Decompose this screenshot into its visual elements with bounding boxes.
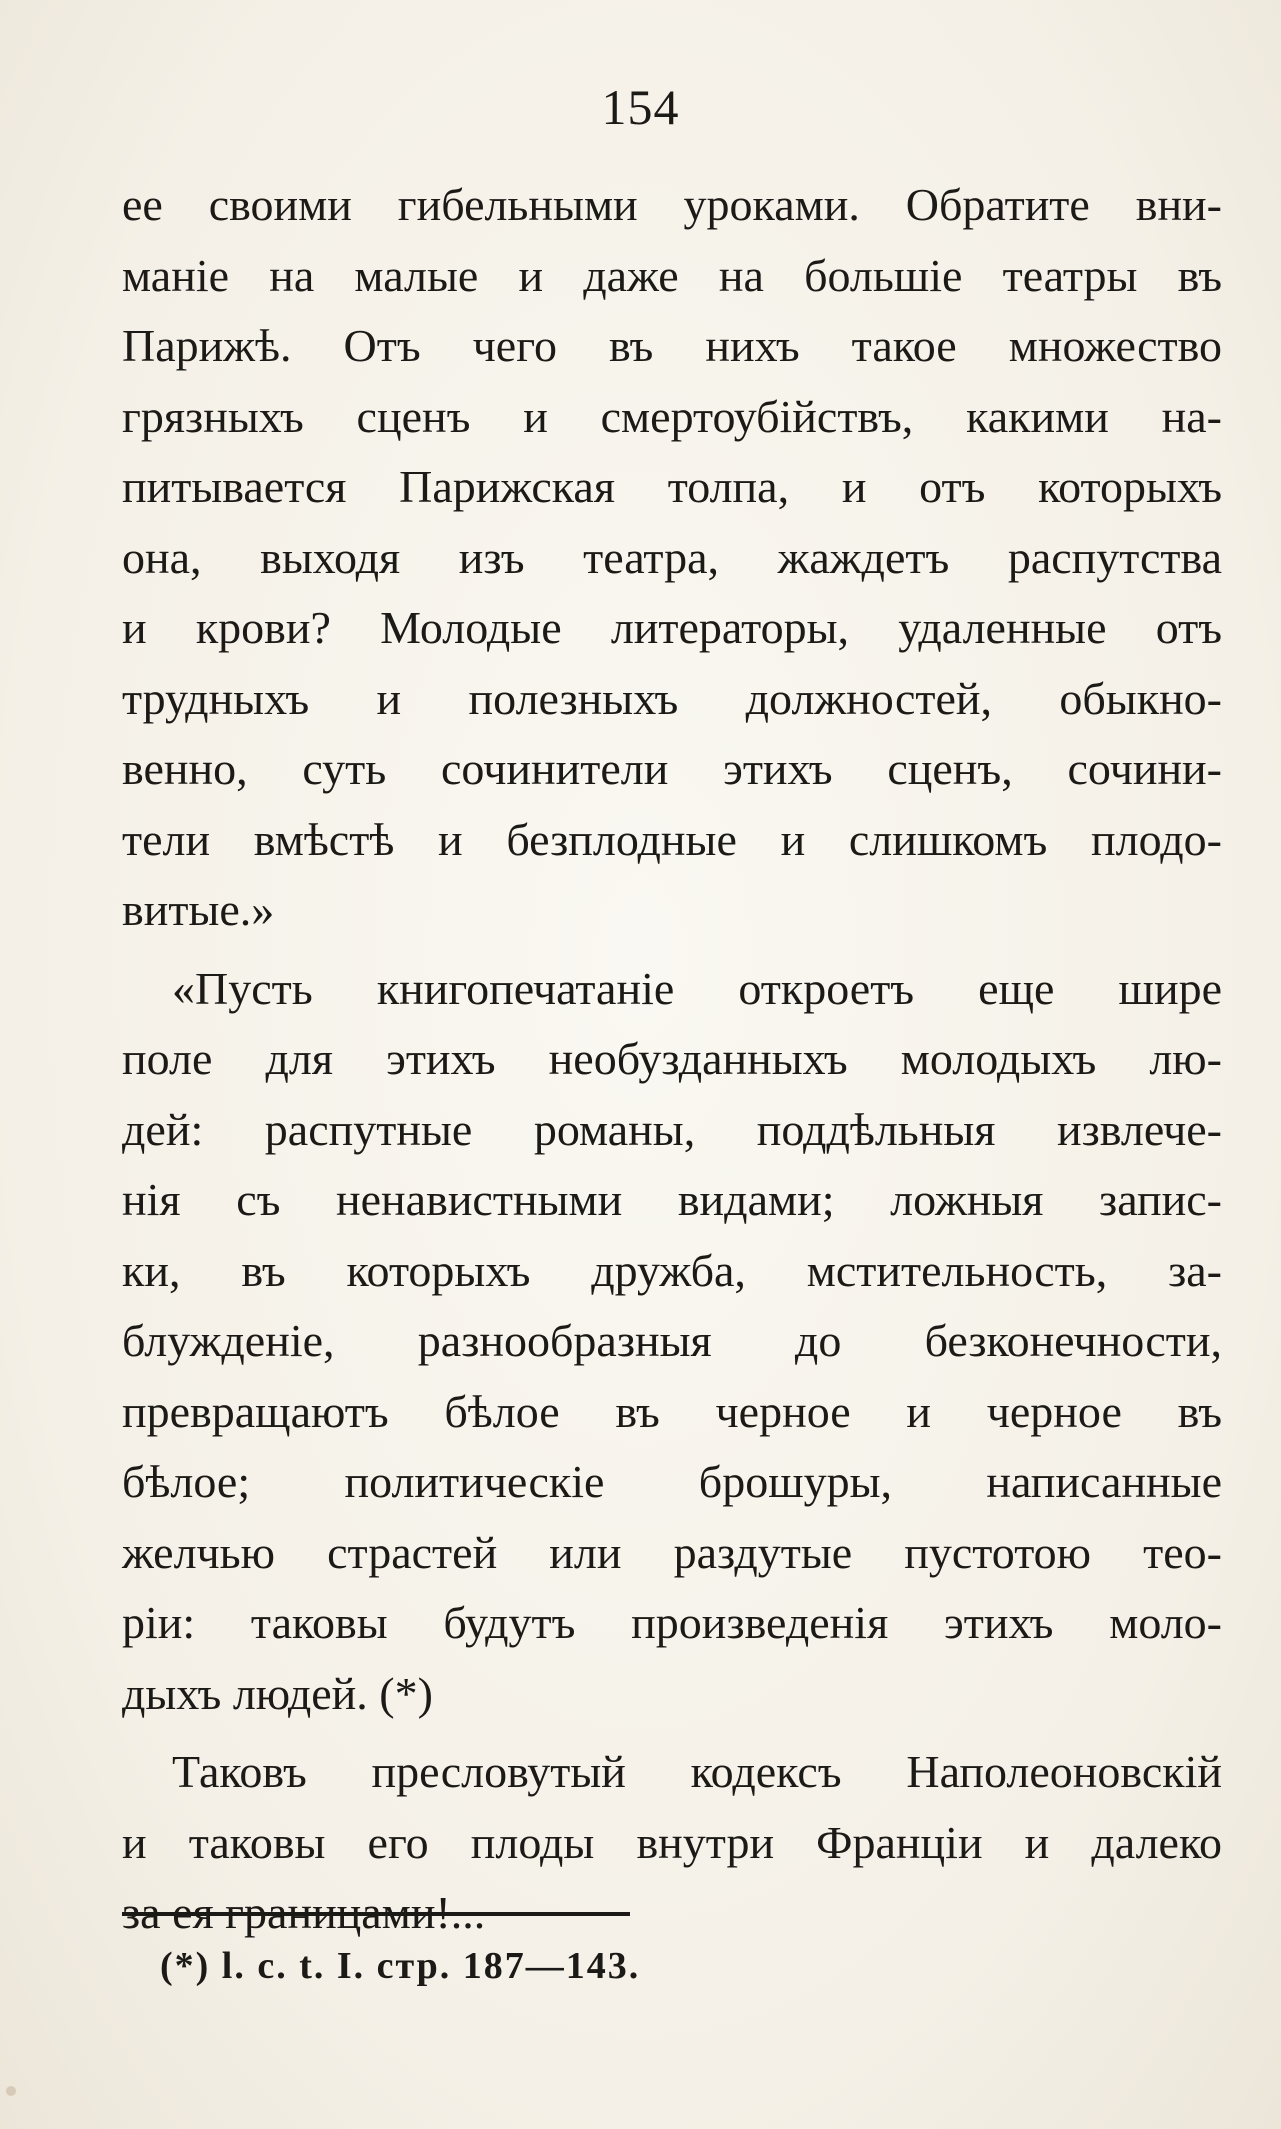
text-line: ки, въ которыхъ дружба, мстительность, за- xyxy=(122,1244,1222,1296)
body-text xyxy=(122,170,1222,1949)
text-line: витые.» xyxy=(122,884,275,935)
text-line: Парижѣ. Отъ чего въ нихъ такое множество xyxy=(122,320,1222,371)
text-line: блужденіе, разнообразныя до безконечности, xyxy=(122,1315,1222,1366)
text-line: «Пусть книгопечатаніе откроетъ еще шире xyxy=(172,962,1222,1014)
page-number: 154 xyxy=(601,79,680,135)
text-line: она, выходя изъ театра, жаждетъ распутства xyxy=(122,531,1222,583)
text-line: дыхъ людей. (*) xyxy=(122,1667,433,1719)
text-line: грязныхъ сценъ и смертоубійствъ, какими на- xyxy=(122,390,1222,442)
paragraph-gap xyxy=(122,1729,1222,1737)
footnote-rule xyxy=(122,1912,630,1916)
text-line: желчью страстей или раздутые пустотою тео- xyxy=(122,1526,1222,1578)
text-line: дей: распутные романы, поддѣльныя извлече- xyxy=(122,1103,1222,1155)
text-line: ее своими гибельными уроками. Обратите вни- xyxy=(122,179,1222,230)
text-line: маніе на малые и даже на большіе театры въ xyxy=(122,249,1222,301)
text-line: поле для этихъ необузданныхъ молодыхъ лю- xyxy=(122,1033,1222,1084)
text-line: и таковы его плоды внутри Франціи и далеко xyxy=(122,1816,1222,1868)
text-line: трудныхъ и полезныхъ должностей, обыкно- xyxy=(122,672,1222,724)
text-line: Таковъ пресловутый кодексъ Наполеоновскій xyxy=(172,1746,1222,1797)
text-line: за ея границами!... xyxy=(122,1887,486,1938)
paper-stain xyxy=(6,2086,16,2096)
text-line: венно, суть сочинители этихъ сценъ, сочини- xyxy=(122,743,1222,794)
text-line: нія съ ненавистными видами; ложныя запис- xyxy=(122,1174,1222,1225)
text-line: и крови? Молодые литераторы, удаленные отъ xyxy=(122,602,1222,653)
text-line: тели вмѣстѣ и безплодные и слишкомъ плодо- xyxy=(122,813,1222,865)
text-line: превращаютъ бѣлое въ черное и черное въ xyxy=(122,1385,1222,1437)
paragraph-gap xyxy=(122,946,1222,954)
footnote: (*) l. c. t. I. стр. 187—143. xyxy=(160,1945,641,1987)
text-line: бѣлое; политическіе брошуры, написанные xyxy=(122,1456,1222,1507)
text-line: питывается Парижская толпа, и отъ которыхъ xyxy=(122,461,1222,512)
text-line: ріи: таковы будутъ произведенія этихъ моло- xyxy=(122,1597,1222,1648)
